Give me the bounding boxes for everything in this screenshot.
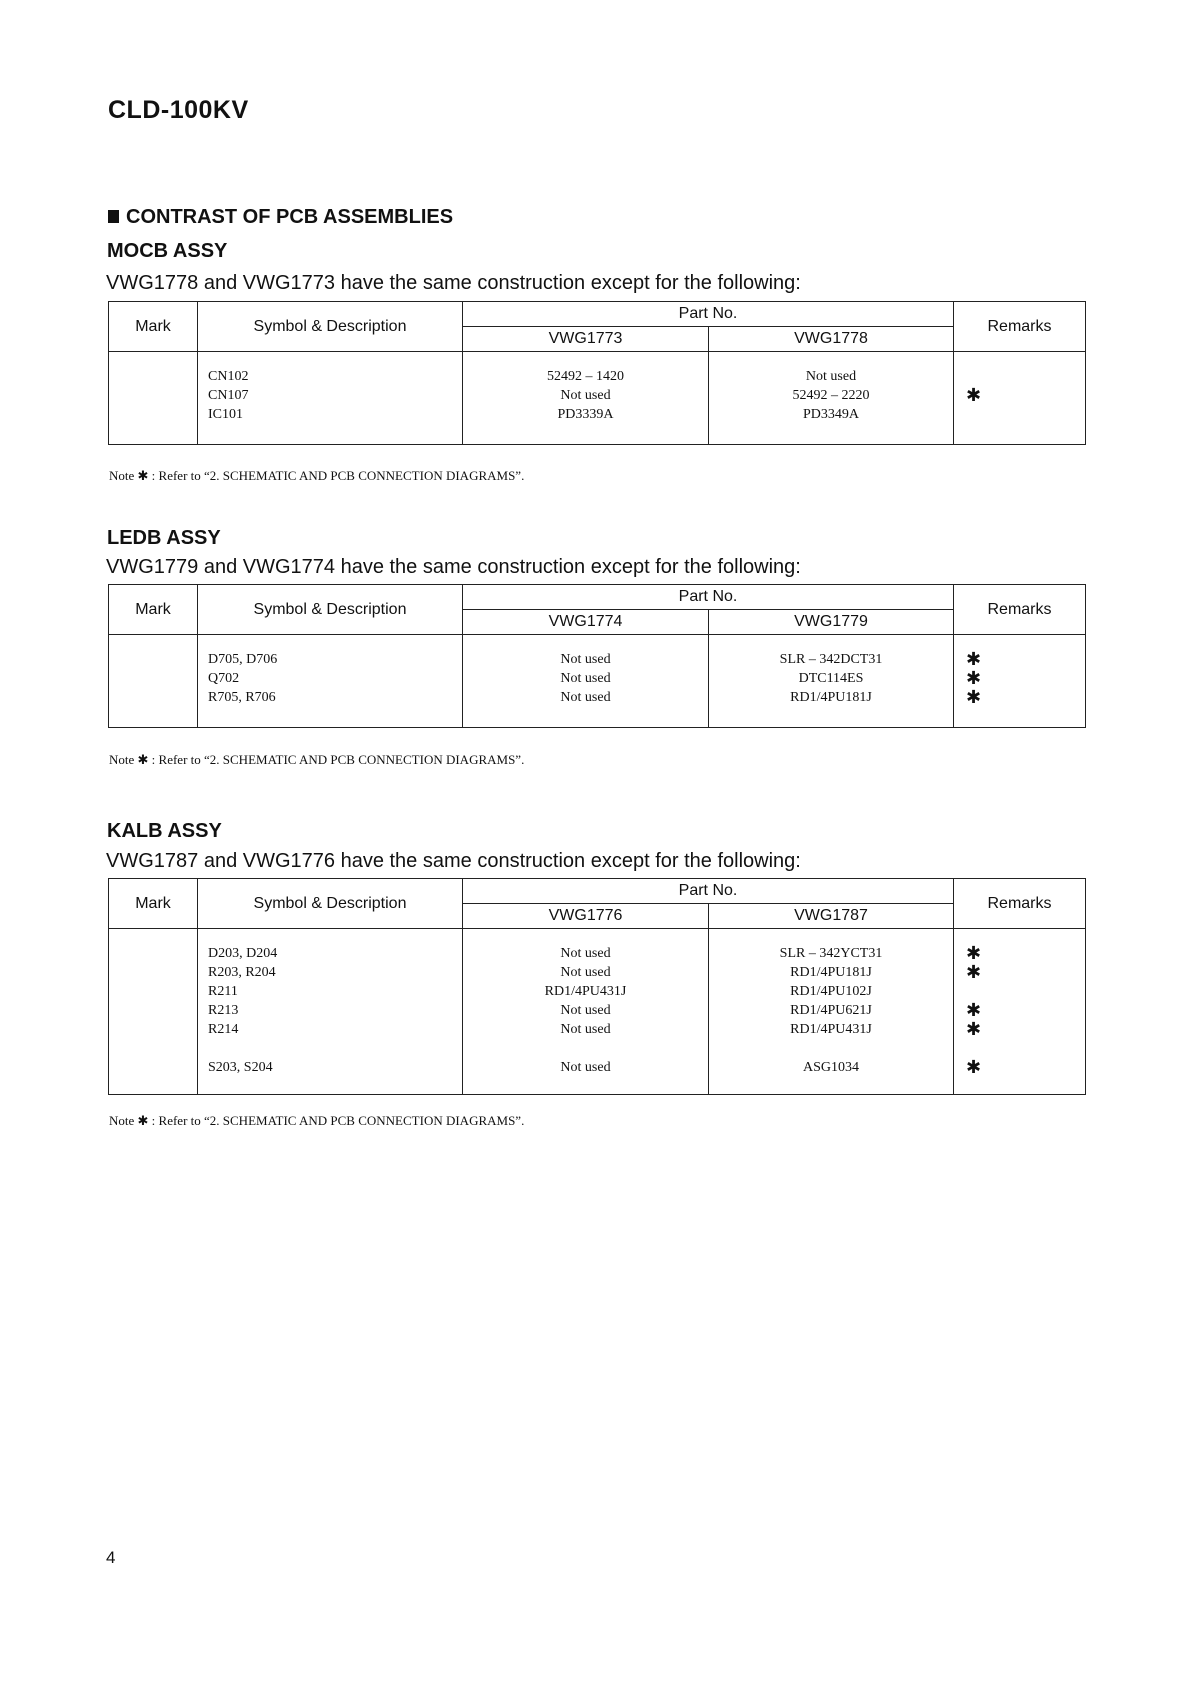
assy-intro: VWG1779 and VWG1774 have the same construction except for the following: [106,556,801,578]
symbol-cell [198,352,463,445]
header-part-no: Part No. [463,879,954,904]
part-line: PD3339A [557,407,614,422]
part-line: Not used [560,965,611,980]
note: Note ✱ : Refer to “2. SCHEMATIC AND PCB CONNECTION DIAGRAMS”. [109,1113,525,1128]
header-remarks: Remarks [954,302,1086,352]
part-b-cell [709,635,954,728]
header-col-b: VWG1787 [709,904,954,929]
remark-asterisk-icon: ✱ [966,1019,982,1039]
part-line: Not used [560,690,611,705]
remark-asterisk-icon [966,982,1085,1001]
assy-title: MOCB ASSY [107,240,228,262]
part-line: RD1/4PU181J [790,965,872,980]
remark-asterisk-icon: ✱ [966,962,982,982]
part-line: Not used [560,946,611,961]
note: Note ✱ : Refer to “2. SCHEMATIC AND PCB CONNECTION DIAGRAMS”. [109,468,525,483]
part-line: Not used [560,652,611,667]
part-line: ASG1034 [802,1060,859,1075]
parts-table [108,878,1086,1095]
part-line: Not used [560,1003,611,1018]
symbol-line: D203, D204 [208,946,278,961]
header-mark: Mark [109,879,198,929]
spacer [208,1039,462,1058]
symbol-line: R705, R706 [208,690,276,705]
part-a-cell [463,635,709,728]
section-title-text: CONTRAST OF PCB ASSEMBLIES [126,206,454,228]
header-symbol: Symbol & Description [198,302,463,352]
header-mark: Mark [109,302,198,352]
symbol-line: S203, S204 [208,1060,273,1075]
note: Note ✱ : Refer to “2. SCHEMATIC AND PCB CONNECTION DIAGRAMS”. [109,752,525,767]
assy-title: LEDB ASSY [107,527,221,549]
symbol-line: D705, D706 [208,652,278,667]
section-title [108,206,453,229]
part-line: Not used [805,369,857,384]
part-line: RD1/4PU181J [790,690,872,705]
header-part-no: Part No. [463,585,954,610]
part-line: Not used [560,1060,611,1075]
header-symbol: Symbol & Description [198,879,463,929]
part-line: SLR – 342DCT31 [779,652,883,667]
spacer [463,1039,708,1058]
header-remarks: Remarks [954,879,1086,929]
part-line: Not used [560,671,611,686]
part-line: 52492 – 2220 [792,388,870,403]
symbol-line: IC101 [208,407,243,422]
spacer [709,1039,953,1058]
symbol-line: R211 [208,984,238,999]
part-line: RD1/4PU621J [790,1003,872,1018]
remark-asterisk-icon: ✱ [966,687,982,707]
header-col-b: VWG1779 [709,610,954,635]
remark-asterisk-icon: ✱ [966,649,982,669]
parts-table [108,301,1086,445]
header-col-a: VWG1776 [463,904,709,929]
part-line: RD1/4PU102J [790,984,872,999]
part-a-cell [463,929,709,1095]
symbol-line: R213 [208,1003,239,1018]
remarks-cell [954,635,1086,728]
remarks-cell [954,352,1086,445]
parts-table [108,584,1086,728]
symbol-line: Q702 [208,671,240,686]
part-line: Not used [560,1022,611,1037]
remarks-cell [954,929,1086,1095]
part-a-cell [463,352,709,445]
mark-cell [109,635,198,728]
symbol-cell [198,635,463,728]
header-remarks: Remarks [954,585,1086,635]
header-symbol: Symbol & Description [198,585,463,635]
header-mark: Mark [109,585,198,635]
part-line: SLR – 342YCT31 [779,946,883,961]
assy-intro: VWG1787 and VWG1776 have the same construction except for the following: [106,850,801,872]
part-b-cell [709,352,954,445]
part-line: Not used [560,388,611,403]
part-b-cell [709,929,954,1095]
header-col-a: VWG1773 [463,327,709,352]
part-line: RD1/4PU431J [544,984,627,999]
symbol-cell [198,929,463,1095]
bullet-square-icon [108,210,119,223]
symbol-line: CN107 [208,388,249,403]
remark-asterisk-icon: ✱ [966,668,982,688]
page-number: 4 [106,1548,116,1567]
remark-asterisk-icon [966,405,1085,424]
header-part-no: Part No. [463,302,954,327]
mark-cell [109,929,198,1095]
remark-asterisk-icon [966,367,1085,386]
remark-asterisk-icon: ✱ [966,943,982,963]
symbol-line: R214 [208,1022,239,1037]
symbol-line: R203, R204 [208,965,276,980]
spacer [966,1039,1085,1058]
assy-title: KALB ASSY [107,820,222,842]
part-line: DTC114ES [798,671,864,686]
part-line: 52492 – 1420 [547,369,624,384]
remark-asterisk-icon: ✱ [966,1000,982,1020]
assy-intro: VWG1778 and VWG1773 have the same construction except for the following: [106,272,801,294]
header-col-a: VWG1774 [463,610,709,635]
part-line: RD1/4PU431J [790,1022,872,1037]
remark-asterisk-icon: ✱ [966,1057,982,1077]
symbol-line: CN102 [208,369,249,384]
part-line: PD3349A [802,407,859,422]
mark-cell [109,352,198,445]
header-col-b: VWG1778 [709,327,954,352]
remark-asterisk-icon: ✱ [966,385,982,405]
model-title: CLD-100KV [108,96,249,124]
